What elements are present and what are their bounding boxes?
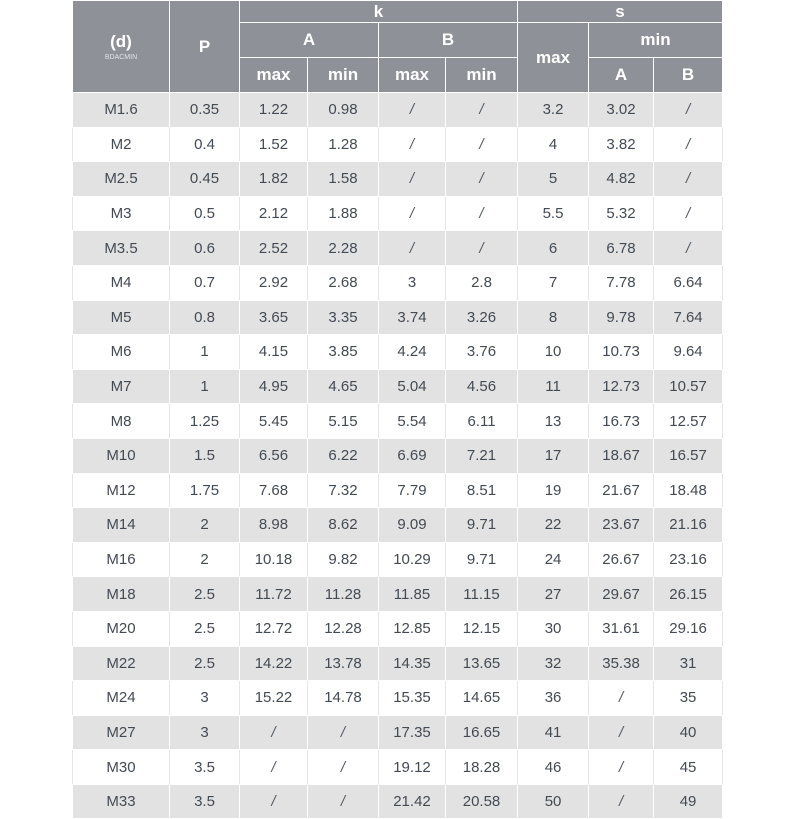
cell-k-b-max: 21.42 bbox=[379, 784, 446, 819]
cell-s-min-a: 12.73 bbox=[589, 369, 654, 404]
cell-pitch: 0.45 bbox=[170, 162, 240, 197]
cell-size: M27 bbox=[73, 715, 170, 750]
cell-k-b-max: / bbox=[379, 231, 446, 266]
cell-k-b-min: 14.65 bbox=[446, 681, 518, 716]
cell-s-min-b: 35 bbox=[654, 681, 723, 716]
cell-s-max: 17 bbox=[518, 438, 589, 473]
header-d bbox=[73, 1, 170, 93]
cell-s-min-b: / bbox=[654, 162, 723, 197]
table-row bbox=[73, 784, 723, 819]
header-s-min: min bbox=[589, 23, 723, 58]
cell-k-a-max: 15.22 bbox=[240, 681, 308, 716]
cell-s-max: 4 bbox=[518, 127, 589, 162]
cell-k-b-max: 5.04 bbox=[379, 369, 446, 404]
cell-pitch: 2.5 bbox=[170, 577, 240, 612]
table-row bbox=[73, 473, 723, 508]
cell-k-a-min: 9.82 bbox=[308, 542, 379, 577]
cell-k-b-max: 9.09 bbox=[379, 508, 446, 543]
cell-k-a-max: 2.52 bbox=[240, 231, 308, 266]
cell-s-min-b: / bbox=[654, 231, 723, 266]
cell-s-min-b: 21.16 bbox=[654, 508, 723, 543]
header-k-a-min: min bbox=[308, 58, 379, 93]
cell-s-max: 5.5 bbox=[518, 196, 589, 231]
header-s-min-a: A bbox=[589, 58, 654, 93]
table-row bbox=[73, 231, 723, 266]
cell-k-a-max: 10.18 bbox=[240, 542, 308, 577]
cell-s-min-b: 16.57 bbox=[654, 438, 723, 473]
cell-s-min-a: 31.61 bbox=[589, 611, 654, 646]
cell-k-a-min: 0.98 bbox=[308, 93, 379, 128]
cell-k-b-max: 7.79 bbox=[379, 473, 446, 508]
cell-size: M20 bbox=[73, 611, 170, 646]
cell-k-b-min: 4.56 bbox=[446, 369, 518, 404]
cell-s-min-a: 18.67 bbox=[589, 438, 654, 473]
cell-size: M2 bbox=[73, 127, 170, 162]
cell-k-b-max: 10.29 bbox=[379, 542, 446, 577]
cell-s-min-a: 23.67 bbox=[589, 508, 654, 543]
cell-s-min-b: 29.16 bbox=[654, 611, 723, 646]
header-s-max: max bbox=[518, 23, 589, 93]
cell-s-min-a: / bbox=[589, 784, 654, 819]
cell-k-b-min: 9.71 bbox=[446, 542, 518, 577]
cell-k-b-max: 3.74 bbox=[379, 300, 446, 335]
cell-s-min-b: 49 bbox=[654, 784, 723, 819]
cell-s-min-b: 6.64 bbox=[654, 265, 723, 300]
cell-s-max: 30 bbox=[518, 611, 589, 646]
cell-s-min-a: / bbox=[589, 715, 654, 750]
cell-k-b-max: 12.85 bbox=[379, 611, 446, 646]
cell-size: M33 bbox=[73, 784, 170, 819]
cell-k-b-max: 5.54 bbox=[379, 404, 446, 439]
cell-k-b-max: / bbox=[379, 196, 446, 231]
cell-size: M24 bbox=[73, 681, 170, 716]
table-row bbox=[73, 715, 723, 750]
cell-s-max: 27 bbox=[518, 577, 589, 612]
cell-k-a-min: 5.15 bbox=[308, 404, 379, 439]
table-row bbox=[73, 750, 723, 785]
cell-s-min-b: 7.64 bbox=[654, 300, 723, 335]
table-row bbox=[73, 646, 723, 681]
cell-k-b-min: 2.8 bbox=[446, 265, 518, 300]
cell-k-a-max: / bbox=[240, 750, 308, 785]
cell-pitch: 3 bbox=[170, 715, 240, 750]
table-row bbox=[73, 611, 723, 646]
cell-size: M14 bbox=[73, 508, 170, 543]
cell-pitch: 0.6 bbox=[170, 231, 240, 266]
cell-k-a-min: / bbox=[308, 784, 379, 819]
cell-s-min-b: 9.64 bbox=[654, 335, 723, 370]
cell-k-a-min: 7.32 bbox=[308, 473, 379, 508]
table-header bbox=[73, 1, 723, 93]
table-row bbox=[73, 369, 723, 404]
cell-s-min-a: / bbox=[589, 750, 654, 785]
cell-s-max: 13 bbox=[518, 404, 589, 439]
cell-k-a-max: / bbox=[240, 715, 308, 750]
cell-k-a-max: 4.15 bbox=[240, 335, 308, 370]
cell-s-min-a: 35.38 bbox=[589, 646, 654, 681]
cell-s-min-a: 9.78 bbox=[589, 300, 654, 335]
cell-k-b-min: 20.58 bbox=[446, 784, 518, 819]
table-row bbox=[73, 335, 723, 370]
cell-s-min-a: 7.78 bbox=[589, 265, 654, 300]
cell-s-max: 22 bbox=[518, 508, 589, 543]
cell-size: M6 bbox=[73, 335, 170, 370]
cell-k-a-min: 3.35 bbox=[308, 300, 379, 335]
cell-pitch: 2.5 bbox=[170, 611, 240, 646]
cell-k-a-min: 4.65 bbox=[308, 369, 379, 404]
cell-s-min-b: 26.15 bbox=[654, 577, 723, 612]
header-s-min-b: B bbox=[654, 58, 723, 93]
table-row bbox=[73, 508, 723, 543]
cell-s-min-b: 12.57 bbox=[654, 404, 723, 439]
cell-s-max: 46 bbox=[518, 750, 589, 785]
cell-k-a-min: 14.78 bbox=[308, 681, 379, 716]
cell-s-min-a: 26.67 bbox=[589, 542, 654, 577]
cell-k-a-max: 14.22 bbox=[240, 646, 308, 681]
cell-s-min-b: / bbox=[654, 196, 723, 231]
cell-k-a-max: 3.65 bbox=[240, 300, 308, 335]
cell-k-b-min: / bbox=[446, 93, 518, 128]
cell-size: M12 bbox=[73, 473, 170, 508]
cell-s-max: 50 bbox=[518, 784, 589, 819]
cell-size: M2.5 bbox=[73, 162, 170, 197]
cell-size: M3.5 bbox=[73, 231, 170, 266]
cell-size: M16 bbox=[73, 542, 170, 577]
cell-s-min-a: 21.67 bbox=[589, 473, 654, 508]
cell-s-max: 32 bbox=[518, 646, 589, 681]
cell-k-a-min: 2.28 bbox=[308, 231, 379, 266]
cell-k-a-max: 5.45 bbox=[240, 404, 308, 439]
cell-s-min-b: 23.16 bbox=[654, 542, 723, 577]
cell-k-b-min: / bbox=[446, 231, 518, 266]
cell-k-b-max: / bbox=[379, 93, 446, 128]
cell-pitch: 3.5 bbox=[170, 750, 240, 785]
cell-k-b-min: 3.76 bbox=[446, 335, 518, 370]
cell-k-b-max: 4.24 bbox=[379, 335, 446, 370]
cell-k-b-max: 11.85 bbox=[379, 577, 446, 612]
cell-k-b-max: 6.69 bbox=[379, 438, 446, 473]
cell-pitch: 1.5 bbox=[170, 438, 240, 473]
cell-s-min-b: / bbox=[654, 127, 723, 162]
header-k-b: B bbox=[379, 23, 518, 58]
cell-k-a-min: 8.62 bbox=[308, 508, 379, 543]
cell-k-a-max: 1.52 bbox=[240, 127, 308, 162]
cell-k-a-max: 1.22 bbox=[240, 93, 308, 128]
cell-pitch: 1 bbox=[170, 335, 240, 370]
cell-k-a-min: 6.22 bbox=[308, 438, 379, 473]
cell-pitch: 1 bbox=[170, 369, 240, 404]
header-k-b-max: max bbox=[379, 58, 446, 93]
cell-k-b-max: 14.35 bbox=[379, 646, 446, 681]
cell-pitch: 2 bbox=[170, 508, 240, 543]
cell-k-a-min: / bbox=[308, 750, 379, 785]
cell-pitch: 2.5 bbox=[170, 646, 240, 681]
cell-k-a-max: 6.56 bbox=[240, 438, 308, 473]
cell-s-min-b: 40 bbox=[654, 715, 723, 750]
cell-pitch: 1.75 bbox=[170, 473, 240, 508]
cell-size: M4 bbox=[73, 265, 170, 300]
cell-k-b-min: 16.65 bbox=[446, 715, 518, 750]
cell-size: M7 bbox=[73, 369, 170, 404]
table-row bbox=[73, 542, 723, 577]
table-row bbox=[73, 127, 723, 162]
cell-pitch: 0.8 bbox=[170, 300, 240, 335]
cell-s-min-a: 4.82 bbox=[589, 162, 654, 197]
cell-s-min-a: 10.73 bbox=[589, 335, 654, 370]
cell-k-b-min: 12.15 bbox=[446, 611, 518, 646]
cell-s-min-a: 6.78 bbox=[589, 231, 654, 266]
cell-s-max: 24 bbox=[518, 542, 589, 577]
cell-pitch: 0.7 bbox=[170, 265, 240, 300]
cell-k-a-max: 2.12 bbox=[240, 196, 308, 231]
cell-k-a-min: 12.28 bbox=[308, 611, 379, 646]
cell-k-b-min: 8.51 bbox=[446, 473, 518, 508]
cell-s-max: 10 bbox=[518, 335, 589, 370]
cell-k-a-max: 12.72 bbox=[240, 611, 308, 646]
header-p: P bbox=[170, 1, 240, 93]
cell-k-a-min: 1.58 bbox=[308, 162, 379, 197]
cell-k-b-min: 11.15 bbox=[446, 577, 518, 612]
table-row bbox=[73, 577, 723, 612]
cell-k-b-max: 3 bbox=[379, 265, 446, 300]
table-row bbox=[73, 162, 723, 197]
table-row bbox=[73, 438, 723, 473]
cell-k-a-max: 7.68 bbox=[240, 473, 308, 508]
cell-k-a-min: 3.85 bbox=[308, 335, 379, 370]
cell-s-min-a: 5.32 bbox=[589, 196, 654, 231]
cell-k-a-max: / bbox=[240, 784, 308, 819]
table-row bbox=[73, 404, 723, 439]
cell-s-max: 11 bbox=[518, 369, 589, 404]
watermark-text: BDACMIN bbox=[104, 53, 138, 61]
cell-k-b-max: 15.35 bbox=[379, 681, 446, 716]
table-row bbox=[73, 300, 723, 335]
cell-k-b-min: 3.26 bbox=[446, 300, 518, 335]
cell-s-min-a: 16.73 bbox=[589, 404, 654, 439]
cell-size: M22 bbox=[73, 646, 170, 681]
cell-pitch: 2 bbox=[170, 542, 240, 577]
header-k-a: A bbox=[240, 23, 379, 58]
spec-table-container bbox=[72, 0, 722, 811]
cell-size: M5 bbox=[73, 300, 170, 335]
cell-k-a-max: 1.82 bbox=[240, 162, 308, 197]
cell-s-max: 7 bbox=[518, 265, 589, 300]
header-k-b-min: min bbox=[446, 58, 518, 93]
cell-k-b-max: 19.12 bbox=[379, 750, 446, 785]
cell-k-b-max: / bbox=[379, 162, 446, 197]
cell-k-a-max: 11.72 bbox=[240, 577, 308, 612]
header-s: s bbox=[518, 1, 723, 23]
cell-k-b-min: 7.21 bbox=[446, 438, 518, 473]
cell-k-a-min: 13.78 bbox=[308, 646, 379, 681]
cell-pitch: 0.5 bbox=[170, 196, 240, 231]
cell-k-b-min: 13.65 bbox=[446, 646, 518, 681]
cell-s-min-b: 31 bbox=[654, 646, 723, 681]
cell-size: M3 bbox=[73, 196, 170, 231]
cell-s-max: 3.2 bbox=[518, 93, 589, 128]
cell-k-b-max: 17.35 bbox=[379, 715, 446, 750]
cell-s-min-a: 29.67 bbox=[589, 577, 654, 612]
cell-s-min-b: 18.48 bbox=[654, 473, 723, 508]
cell-s-min-a: 3.82 bbox=[589, 127, 654, 162]
cell-k-a-max: 8.98 bbox=[240, 508, 308, 543]
cell-s-min-b: 45 bbox=[654, 750, 723, 785]
table-row bbox=[73, 681, 723, 716]
cell-s-max: 8 bbox=[518, 300, 589, 335]
table-row bbox=[73, 265, 723, 300]
cell-pitch: 3 bbox=[170, 681, 240, 716]
cell-k-b-max: / bbox=[379, 127, 446, 162]
cell-pitch: 3.5 bbox=[170, 784, 240, 819]
cell-k-b-min: 18.28 bbox=[446, 750, 518, 785]
cell-k-a-max: 2.92 bbox=[240, 265, 308, 300]
cell-s-min-a: 3.02 bbox=[589, 93, 654, 128]
cell-k-a-min: 11.28 bbox=[308, 577, 379, 612]
cell-s-max: 19 bbox=[518, 473, 589, 508]
cell-k-a-max: 4.95 bbox=[240, 369, 308, 404]
cell-size: M10 bbox=[73, 438, 170, 473]
cell-s-max: 36 bbox=[518, 681, 589, 716]
header-k: k bbox=[240, 1, 518, 23]
cell-size: M18 bbox=[73, 577, 170, 612]
header-d-label: (d) bbox=[110, 31, 132, 51]
table-row bbox=[73, 196, 723, 231]
cell-k-a-min: / bbox=[308, 715, 379, 750]
cell-pitch: 0.4 bbox=[170, 127, 240, 162]
cell-k-b-min: / bbox=[446, 162, 518, 197]
cell-k-a-min: 1.88 bbox=[308, 196, 379, 231]
table-body bbox=[73, 93, 723, 819]
cell-s-max: 5 bbox=[518, 162, 589, 197]
cell-k-b-min: 9.71 bbox=[446, 508, 518, 543]
cell-s-min-a: / bbox=[589, 681, 654, 716]
table-row bbox=[73, 93, 723, 128]
cell-k-a-min: 1.28 bbox=[308, 127, 379, 162]
cell-k-a-min: 2.68 bbox=[308, 265, 379, 300]
cell-size: M8 bbox=[73, 404, 170, 439]
cell-size: M1.6 bbox=[73, 93, 170, 128]
cell-pitch: 1.25 bbox=[170, 404, 240, 439]
header-k-a-max: max bbox=[240, 58, 308, 93]
cell-s-min-b: 10.57 bbox=[654, 369, 723, 404]
screw-dimension-table bbox=[72, 0, 723, 819]
cell-k-b-min: 6.11 bbox=[446, 404, 518, 439]
cell-k-b-min: / bbox=[446, 127, 518, 162]
cell-s-max: 41 bbox=[518, 715, 589, 750]
cell-s-max: 6 bbox=[518, 231, 589, 266]
cell-size: M30 bbox=[73, 750, 170, 785]
cell-s-min-b: / bbox=[654, 93, 723, 128]
cell-pitch: 0.35 bbox=[170, 93, 240, 128]
cell-k-b-min: / bbox=[446, 196, 518, 231]
